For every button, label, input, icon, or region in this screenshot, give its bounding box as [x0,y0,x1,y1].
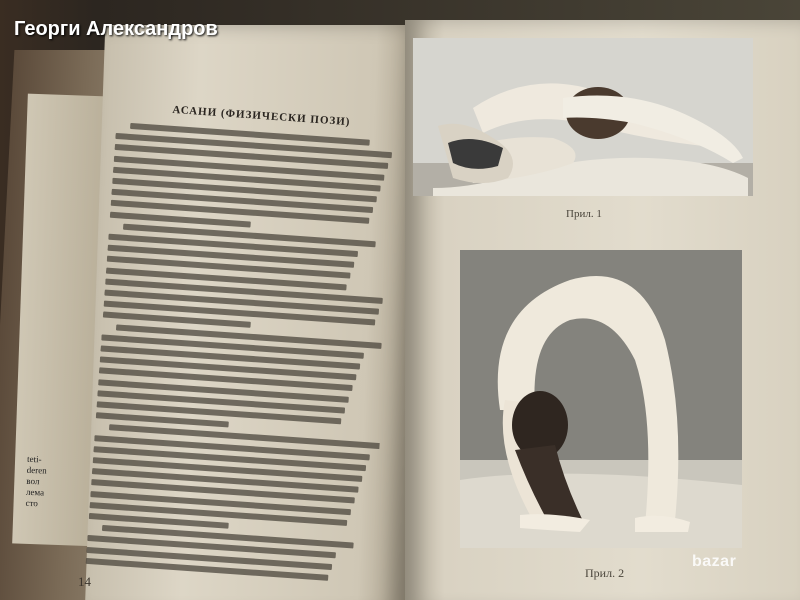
photo-1-caption: Прил. 1 [566,208,602,220]
yoga-photo-1 [413,38,753,196]
margin-fragment: teti- deren вол лема сто [25,453,47,509]
page-number: 14 [78,574,91,589]
forward-bend-figure [413,38,753,196]
photo-2-caption: Прил. 2 [585,566,625,580]
section-heading: АСАНИ (ФИЗИЧЕСКИ ПОЗИ) [172,103,351,129]
left-page-text [85,100,402,589]
backbend-figure [460,250,742,548]
bazar-watermark: bazar [692,553,737,570]
yoga-photo-2 [460,250,742,548]
seller-name: Георги Александров [14,18,218,40]
